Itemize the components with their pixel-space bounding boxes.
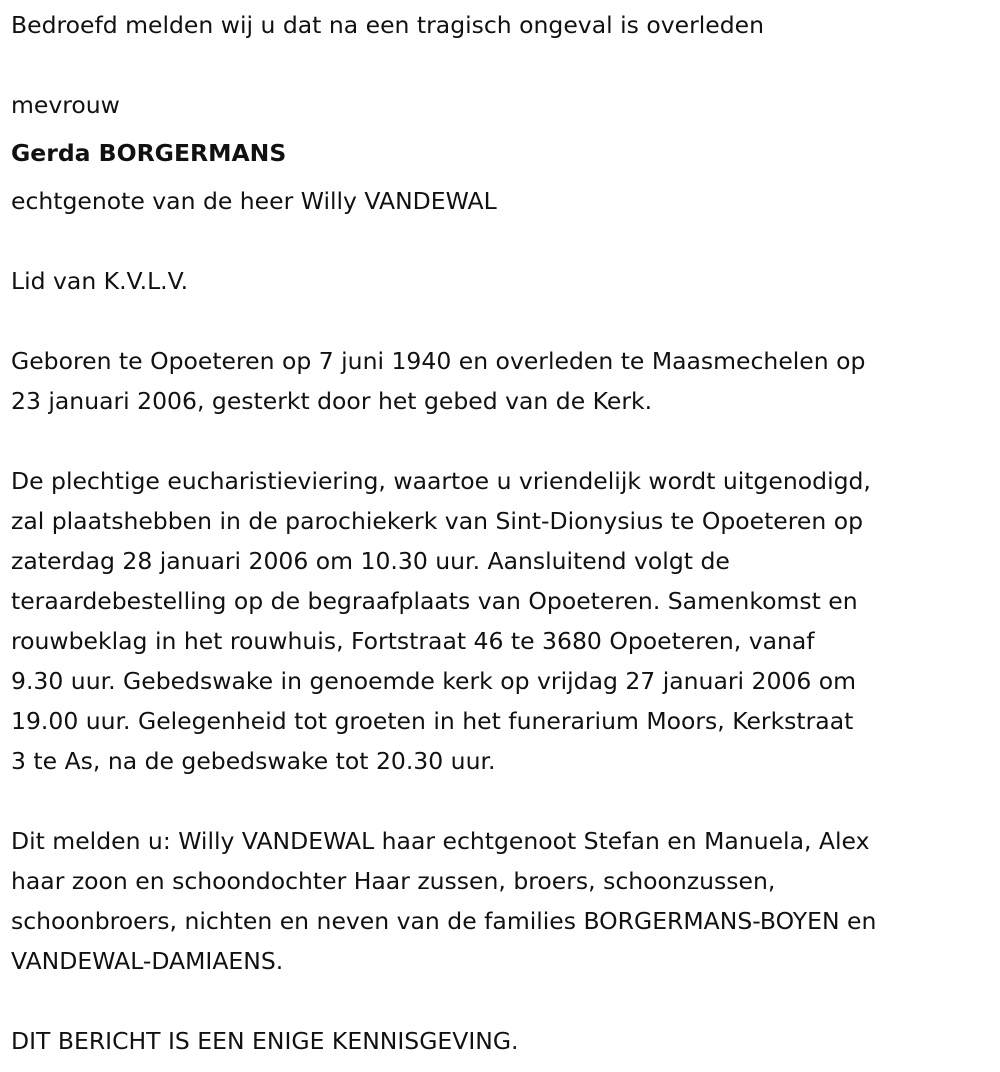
paragraph-line: rouwbeklag in het rouwhuis, Fortstraat 46 te 3680 Opoeteren, vanaf xyxy=(11,627,815,655)
honorific: mevrouw xyxy=(11,91,120,119)
intro-text: Bedroefd melden wij u dat na een tragisch ongeval is overleden xyxy=(11,11,765,39)
paragraph-line: zaterdag 28 januari 2006 om 10.30 uur. Aansluitend volgt de xyxy=(11,547,730,575)
paragraph-line: 19.00 uur. Gelegenheid tot groeten in het funerarium Moors, Kerkstraat xyxy=(11,707,854,735)
spouse-line: echtgenote van de heer Willy VANDEWAL xyxy=(11,187,497,215)
paragraph-line: teraardebestelling op de begraafplaats van Opoeteren. Samenkomst en xyxy=(11,587,858,615)
membership-line: Lid van K.V.L.V. xyxy=(11,267,189,295)
birth-death-paragraph xyxy=(11,341,993,421)
paragraph-line: haar zoon en schoondochter Haar zussen, broers, schoonzussen, xyxy=(11,867,776,895)
paragraph-line: Geboren te Opoeteren op 7 juni 1940 en overleden te Maasmechelen op xyxy=(11,347,866,375)
family-paragraph xyxy=(11,821,993,981)
paragraph-line: zal plaatshebben in de parochiekerk van Sint-Dionysius te Opoeteren op xyxy=(11,507,864,535)
ceremony-paragraph xyxy=(11,461,993,781)
paragraph-line: schoonbroers, nichten en neven van de families BORGERMANS-BOYEN en xyxy=(11,907,877,935)
paragraph-line: 3 te As, na de gebedswake tot 20.30 uur. xyxy=(11,747,496,775)
paragraph-line: VANDEWAL-DAMIAENS. xyxy=(11,947,284,975)
paragraph-line: De plechtige eucharistieviering, waartoe u vriendelijk wordt uitgenodigd, xyxy=(11,467,871,495)
paragraph-line: 9.30 uur. Gebedswake in genoemde kerk op vrijdag 27 januari 2006 om xyxy=(11,667,857,695)
deceased-name: Gerda BORGERMANS xyxy=(11,139,287,167)
paragraph-line: Dit melden u: Willy VANDEWAL haar echtgenoot Stefan en Manuela, Alex xyxy=(11,827,870,855)
notice-line: DIT BERICHT IS EEN ENIGE KENNISGEVING. xyxy=(11,1027,519,1055)
paragraph-line: 23 januari 2006, gesterkt door het gebed van de Kerk. xyxy=(11,387,653,415)
